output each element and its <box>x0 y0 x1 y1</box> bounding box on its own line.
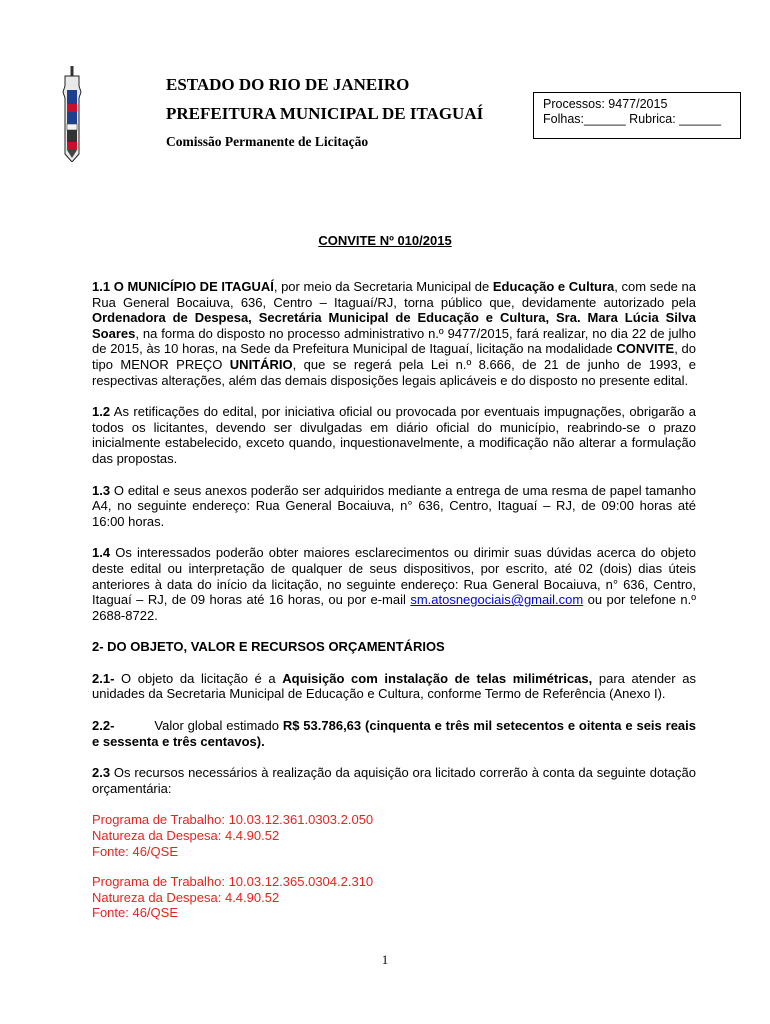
bold-run: Educação e Cultura <box>492 279 615 294</box>
process-stamp-box <box>533 92 741 139</box>
paragraph-number: 1.2 <box>92 404 111 420</box>
bold-run: CONVITE <box>616 341 675 357</box>
city-crest-icon <box>62 66 82 162</box>
paragraph-number: 1.4 <box>92 545 111 561</box>
budget-natureza: Natureza da Despesa: 4.4.90.52 <box>92 828 280 844</box>
paragraph-number: 1.3 <box>92 482 111 498</box>
document-title-text: CONVITE Nº 010/2015 <box>318 233 452 248</box>
text-run: , com sede na Rua General Bocaiuva, 636, Centro – Itaguaí/RJ, torna público que, devidamente autorizado pela <box>92 279 696 310</box>
bold-run: UNITÁRIO <box>229 356 293 372</box>
budget-programa: Programa de Trabalho: 10.03.12.365.0304.2.310 <box>92 874 374 890</box>
budget-fonte: Fonte: 46/QSE <box>92 843 178 859</box>
commission-subtitle: Comissão Permanente de Licitação <box>166 134 369 149</box>
paragraph-text: ou por telefone n.º 2688-8722. <box>92 592 696 623</box>
text-run: , que se regerá pela Lei n.º 8.666, de 21 de junho de 1993, e respectivas alterações, além das demais disposições legais aplicáveis e do disposto no presente edital. <box>92 356 696 388</box>
process-number: Processos: 9477/2015 <box>543 97 668 111</box>
paragraph-2-3 <box>92 765 696 796</box>
paragraph-number: 2.1- <box>92 670 115 686</box>
paragraph-1-2 <box>92 404 696 466</box>
paragraph-number: 2.2- <box>92 718 115 734</box>
page-number: 1 <box>381 953 389 967</box>
paragraph-text: O edital e seus anexos poderão ser adquiridos mediante a entrega de uma resma de papel tamanho A4, no seguinte endereço: Rua General Bocaiuva, n° 636, Centro, Itaguaí – RJ, de 09:00 horas até 16:00 horas. <box>92 482 696 529</box>
paragraph-1-3 <box>92 483 696 530</box>
paragraph-text: Os recursos necessários à realização da aquisição ora licitado correrão à conta da seguinte dotação orçamentária: <box>92 765 696 796</box>
paragraph-number: 1.1 <box>92 279 111 294</box>
bold-run: Aquisição com instalação de telas milimétricas, <box>282 670 593 686</box>
paragraph-2-2 <box>92 718 696 749</box>
document-title <box>0 233 770 248</box>
section-2-heading: 2- DO OBJETO, VALOR E RECURSOS ORÇAMENTÁRIOS <box>92 639 445 655</box>
document-body <box>92 279 696 921</box>
budget-natureza: Natureza da Despesa: 4.4.90.52 <box>92 889 280 905</box>
paragraph-2-1 <box>92 671 696 702</box>
text-run: para atender as unidades da Secretaria Municipal de Educação e Cultura, conforme Termo de Referência (Anexo I). <box>92 670 696 702</box>
text-run: , por meio da Secretaria Municipal de <box>273 279 493 294</box>
budget-fonte: Fonte: 46/QSE <box>92 905 178 921</box>
city-title: PREFEITURA MUNICIPAL DE ITAGUAÍ <box>166 104 484 123</box>
bold-run: R$ 53.786,63 (cinquenta e três mil setecentos e oitenta e seis reais e sessenta e três centavos). <box>92 718 696 749</box>
text-run: Valor global estimado <box>154 718 283 734</box>
budget-programa: Programa de Trabalho: 10.03.12.361.0303.2.050 <box>92 812 374 828</box>
budget-block-2 <box>92 874 696 921</box>
text-run: , do tipo MENOR PREÇO <box>92 341 696 372</box>
paragraph-text: Os interessados poderão obter maiores esclarecimentos ou dirimir suas dúvidas acerca do objeto deste edital ou interpretação de qualquer de seus dispositivos, por escrito, até 02 (dois) dias úteis anteriores à data do início da licitação, no seguinte endereço: Rua General Bocaiuva, n° 636, Centro, Itaguaí – RJ, de 09 horas até 16 horas, ou por e-mail <box>92 545 696 608</box>
paragraph-1-4 <box>92 545 696 623</box>
paragraph-1-1 <box>92 279 696 388</box>
paragraph-number: 2.3 <box>92 765 111 781</box>
text-run: , na forma do disposto no processo administrativo n.º 9477/2015, fará realizar, no dia 22 de julho de 2015, às 10 horas, na Sede da Prefeitura Municipal de Itaguaí, licitação na modalidade <box>92 325 696 357</box>
state-title: ESTADO DO RIO DE JANEIRO <box>166 75 410 94</box>
paragraph-lead: O MUNICÍPIO DE ITAGUAÍ <box>113 279 274 294</box>
folhas-rubrica: Folhas:______ Rubrica: ______ <box>543 112 721 126</box>
budget-block-1 <box>92 812 696 859</box>
email-link[interactable]: sm.atosnegociais@gmail.com <box>410 592 584 608</box>
bold-run: Ordenadora de Despesa, Secretária Municipal de Educação e Cultura, Sra. Mara Lúcia Silva Soares <box>92 310 696 341</box>
text-run: O objeto da licitação é a <box>114 670 283 686</box>
paragraph-text: As retificações do edital, por iniciativa oficial ou provocada por eventuais impugnações, obrigarão a todos os licitantes, devendo ser divulgadas em diário oficial do município, reabrindo-se o prazo inicialmente estabelecido, exceto quando, inquestionavelmente, a modificação não alterar a formulação das propostas. <box>92 404 696 466</box>
